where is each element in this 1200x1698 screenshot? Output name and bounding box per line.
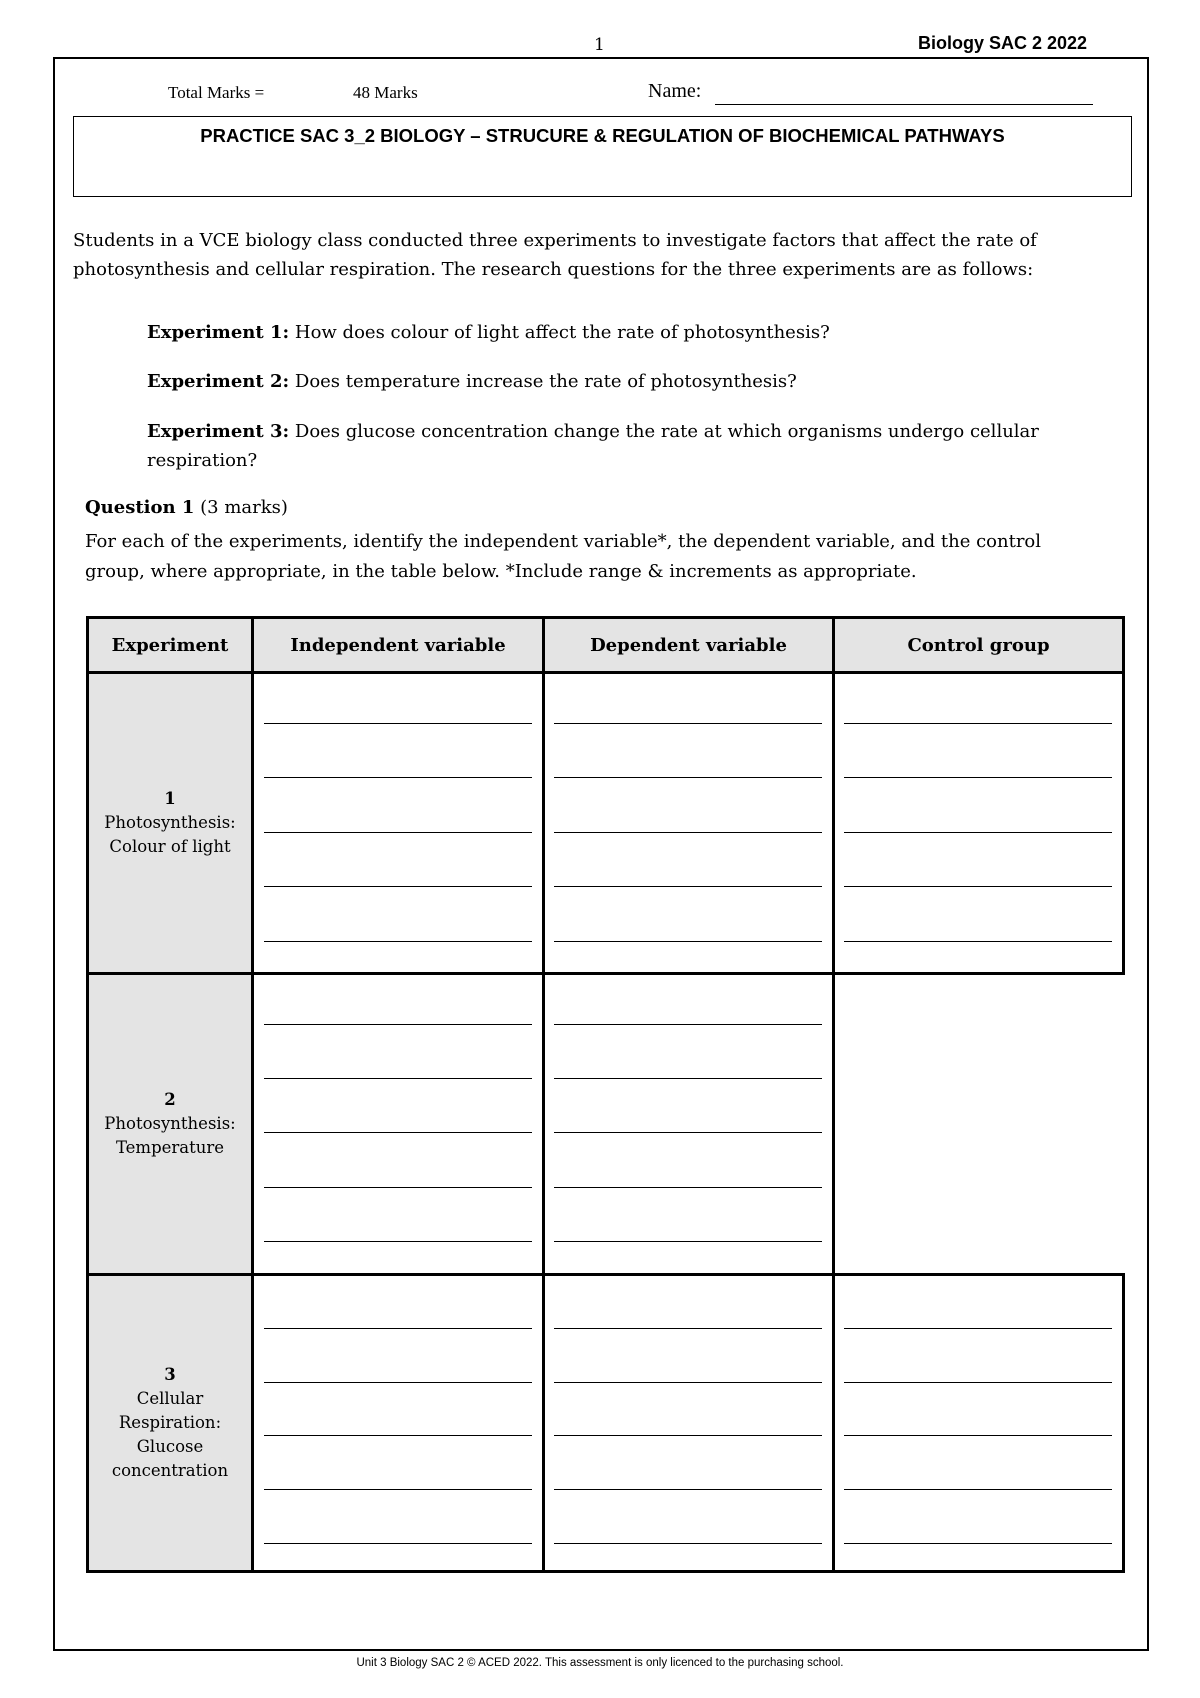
experiment-desc-line: Glucose: [136, 1437, 204, 1456]
experiment-2: [147, 367, 1087, 396]
answer-line[interactable]: [554, 1078, 822, 1079]
page-number: 1: [594, 35, 605, 55]
question-heading: [85, 497, 288, 518]
answer-line[interactable]: [264, 1187, 532, 1188]
answer-cell-2-independent[interactable]: [251, 972, 545, 1276]
answer-line[interactable]: [264, 1543, 532, 1544]
experiment-2-question: Does temperature increase the rate of photosynthesis?: [294, 371, 797, 392]
answer-cell-1-dependent[interactable]: [542, 671, 835, 975]
question-title: Question 1: [85, 497, 195, 518]
answer-line[interactable]: [844, 1489, 1112, 1490]
experiment-1: [147, 318, 1087, 347]
answer-line[interactable]: [264, 1328, 532, 1329]
answer-line[interactable]: [554, 1543, 822, 1544]
answer-line[interactable]: [844, 1543, 1112, 1544]
answer-line[interactable]: [264, 1382, 532, 1383]
answer-cell-2-dependent[interactable]: [542, 972, 835, 1276]
question-line-2: group, where appropriate, in the table below. *Include range & increments as appropriate.: [85, 561, 917, 582]
answer-line[interactable]: [844, 1435, 1112, 1436]
answer-line[interactable]: [844, 723, 1112, 724]
experiment-desc-line: Photosynthesis:: [104, 813, 236, 832]
experiment-3-label: Experiment 3:: [147, 421, 290, 442]
experiment-1-question: How does colour of light affect the rate of photosynthesis?: [294, 322, 830, 343]
question-line-1: For each of the experiments, identify the independent variable*, the dependent variable, and the control: [85, 531, 1042, 552]
experiment-number: 2: [164, 1090, 176, 1109]
name-answer-line[interactable]: [715, 104, 1093, 105]
answer-line[interactable]: [844, 777, 1112, 778]
answer-line[interactable]: [264, 723, 532, 724]
question-marks: (3 marks): [200, 497, 288, 518]
answer-cell-1-independent[interactable]: [251, 671, 545, 975]
name-label: Name:: [648, 80, 702, 102]
answer-line[interactable]: [844, 941, 1112, 942]
answer-line[interactable]: [264, 832, 532, 833]
answer-line[interactable]: [264, 1241, 532, 1242]
answer-line[interactable]: [264, 777, 532, 778]
answer-line[interactable]: [264, 1435, 532, 1436]
experiment-desc-line: concentration: [111, 1461, 229, 1480]
experiment-desc-line: Cellular: [136, 1389, 204, 1408]
answer-line[interactable]: [554, 1435, 822, 1436]
answer-line[interactable]: [264, 1489, 532, 1490]
answer-line[interactable]: [264, 886, 532, 887]
answer-line[interactable]: [554, 723, 822, 724]
total-marks-value: 48 Marks: [353, 83, 418, 102]
intro-line-2: photosynthesis and cellular respiration. The research questions for the three experiments are as follows:: [73, 259, 1034, 280]
answer-line[interactable]: [554, 1024, 822, 1025]
header-dependent-variable: Dependent variable: [542, 616, 835, 674]
experiment-3-question-cont: respiration?: [147, 450, 258, 471]
document-title: PRACTICE SAC 3_2 BIOLOGY – STRUCURE & REGULATION OF BIOCHEMICAL PATHWAYS: [200, 125, 1005, 146]
header-independent-variable: Independent variable: [251, 616, 545, 674]
experiment-cell-2: [86, 972, 254, 1276]
experiment-1-label: Experiment 1:: [147, 322, 290, 343]
experiment-3: [147, 417, 1087, 475]
answer-line[interactable]: [844, 886, 1112, 887]
answer-line[interactable]: [264, 1132, 532, 1133]
experiment-number: 3: [164, 1365, 176, 1384]
answer-cell-3-dependent[interactable]: [542, 1273, 835, 1573]
experiment-number: 1: [164, 789, 176, 808]
document-header-title: Biology SAC 2 2022: [918, 33, 1088, 53]
answer-line[interactable]: [554, 1187, 822, 1188]
experiment-3-question: Does glucose concentration change the rate at which organisms undergo cellular: [294, 421, 1039, 442]
answer-line[interactable]: [844, 832, 1112, 833]
experiment-desc-line: Photosynthesis:: [104, 1114, 236, 1133]
answer-line[interactable]: [554, 777, 822, 778]
title-box: [73, 116, 1132, 197]
experiment-cell-1: [86, 671, 254, 975]
experiment-desc-line: Colour of light: [109, 837, 231, 856]
answer-cell-3-independent[interactable]: [251, 1273, 545, 1573]
answer-line[interactable]: [264, 1078, 532, 1079]
answer-line[interactable]: [554, 941, 822, 942]
answer-line[interactable]: [554, 1328, 822, 1329]
answer-line[interactable]: [844, 1382, 1112, 1383]
answer-line[interactable]: [554, 832, 822, 833]
experiment-desc-line: Respiration:: [118, 1413, 222, 1432]
answer-line[interactable]: [554, 1241, 822, 1242]
answer-line[interactable]: [264, 941, 532, 942]
answer-line[interactable]: [264, 1024, 532, 1025]
question-text: [85, 527, 1125, 587]
answer-line[interactable]: [554, 1489, 822, 1490]
experiment-2-label: Experiment 2:: [147, 371, 290, 392]
total-marks-label: Total Marks =: [168, 83, 265, 102]
header-control-group: Control group: [832, 616, 1125, 674]
answer-line[interactable]: [554, 1132, 822, 1133]
answer-cell-1-control[interactable]: [832, 671, 1125, 975]
intro-line-1: Students in a VCE biology class conducted three experiments to investigate factors that affect the rate of: [73, 230, 1037, 251]
experiment-cell-3: [86, 1273, 254, 1573]
header-experiment: Experiment: [86, 616, 254, 674]
experiment-desc-line: Temperature: [115, 1138, 225, 1157]
footer-licence: Unit 3 Biology SAC 2 © ACED 2022. This assessment is only licenced to the purchasing school.: [356, 1657, 844, 1669]
answer-line[interactable]: [844, 1328, 1112, 1329]
answer-line[interactable]: [554, 886, 822, 887]
answer-table: [86, 616, 1125, 1573]
answer-line[interactable]: [554, 1382, 822, 1383]
answer-cell-3-control[interactable]: [832, 1273, 1125, 1573]
